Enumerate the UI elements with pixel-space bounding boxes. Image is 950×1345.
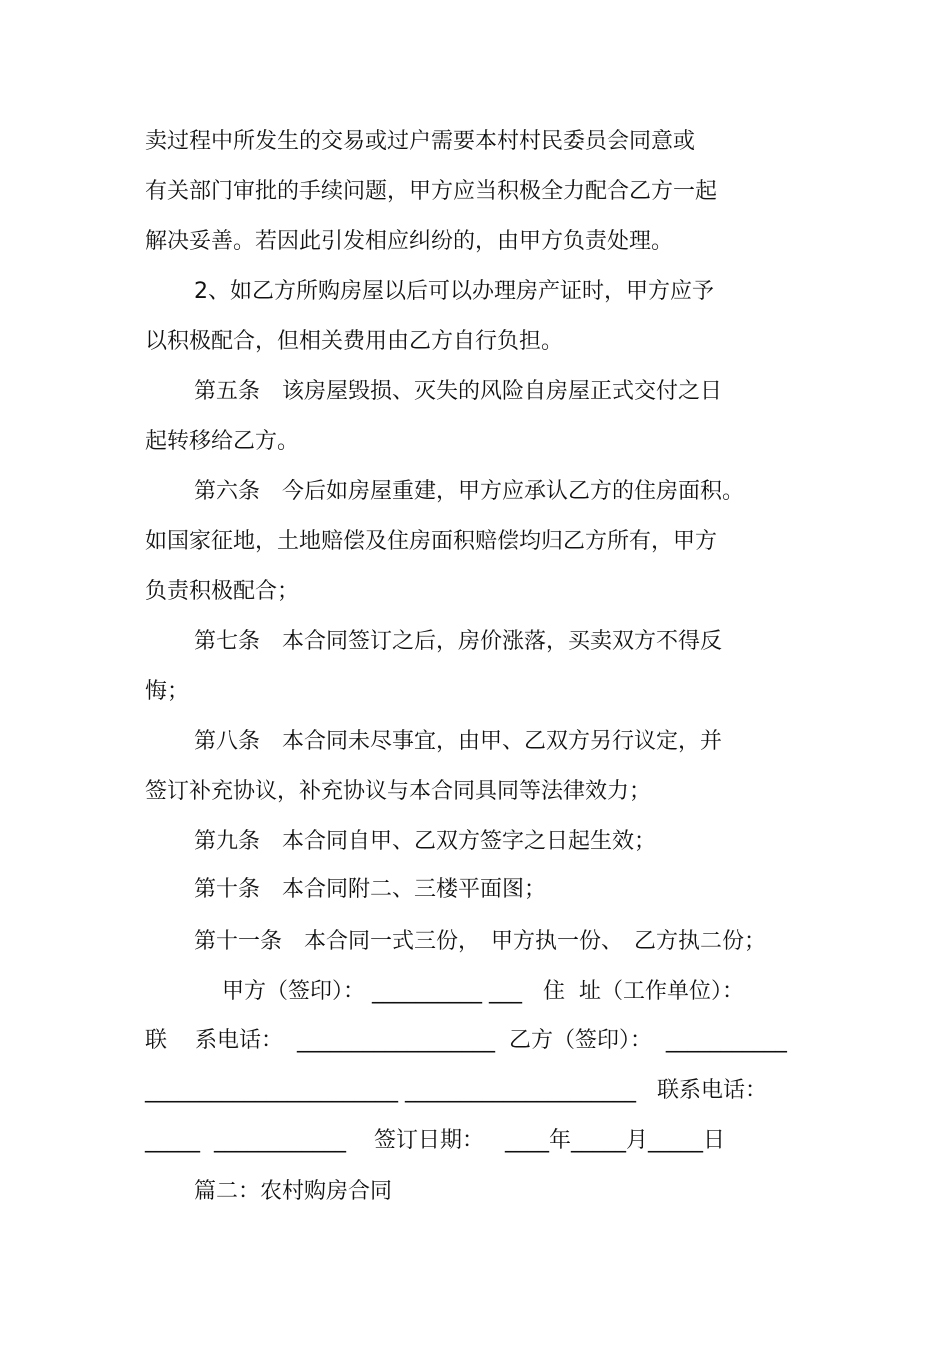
article-10: 第十条 本合同附二、三楼平面图； [194, 877, 547, 902]
article-5-line-1: 第五条 该房屋毁损、灭失的风险自房屋正式交付之日 [194, 379, 723, 404]
signature-line-4: _____ ____________ 签订日期： ____年_____月_____日 [145, 1128, 725, 1153]
body-line-3: 解决妥善。若因此引发相应纠纷的，由甲方负责处理。 [145, 229, 674, 254]
article-5-line-2: 起转移给乙方。 [145, 429, 300, 454]
article-6-line-2: 如国家征地，土地赔偿及住房面积赔偿均归乙方所有，甲方 [145, 529, 718, 554]
article-6-line-1: 第六条 今后如房屋重建，甲方应承认乙方的住房面积。 [194, 479, 745, 504]
article-6-line-3: 负责积极配合； [145, 579, 300, 604]
signature-line-2: 联 系电话： __________________ 乙方（签印）： ___________ [145, 1028, 787, 1053]
article-7-line-2: 悔； [145, 679, 190, 704]
section-heading: 篇二：农村购房合同 [194, 1179, 393, 1204]
clause-2-line-1: 2、如乙方所购房屋以后可以办理房产证时，甲方应予 [194, 279, 714, 304]
body-line-1: 卖过程中所发生的交易或过户需要本村村民委员会同意或 [145, 129, 696, 154]
article-9: 第九条 本合同自甲、乙双方签字之日起生效； [194, 829, 657, 854]
signature-line-3: _______________________ _____________________ 联系电话： [145, 1078, 767, 1103]
article-11: 第十一条 本合同一式三份， 甲方执一份、 乙方执二份； [194, 929, 767, 954]
body-line-2: 有关部门审批的手续问题，甲方应当积极全力配合乙方一起 [145, 179, 718, 204]
article-8-line-2: 签订补充协议，补充协议与本合同具同等法律效力； [145, 779, 652, 804]
clause-2-line-2: 以积极配合，但相关费用由乙方自行负担。 [145, 329, 564, 354]
article-7-line-1: 第七条 本合同签订之后，房价涨落，买卖双方不得反 [194, 629, 723, 654]
signature-line-1: 甲方（签印）： __________ ___ 住 址（工作单位）： [222, 979, 744, 1004]
article-8-line-1: 第八条 本合同未尽事宜，由甲、乙双方另行议定，并 [194, 729, 723, 754]
